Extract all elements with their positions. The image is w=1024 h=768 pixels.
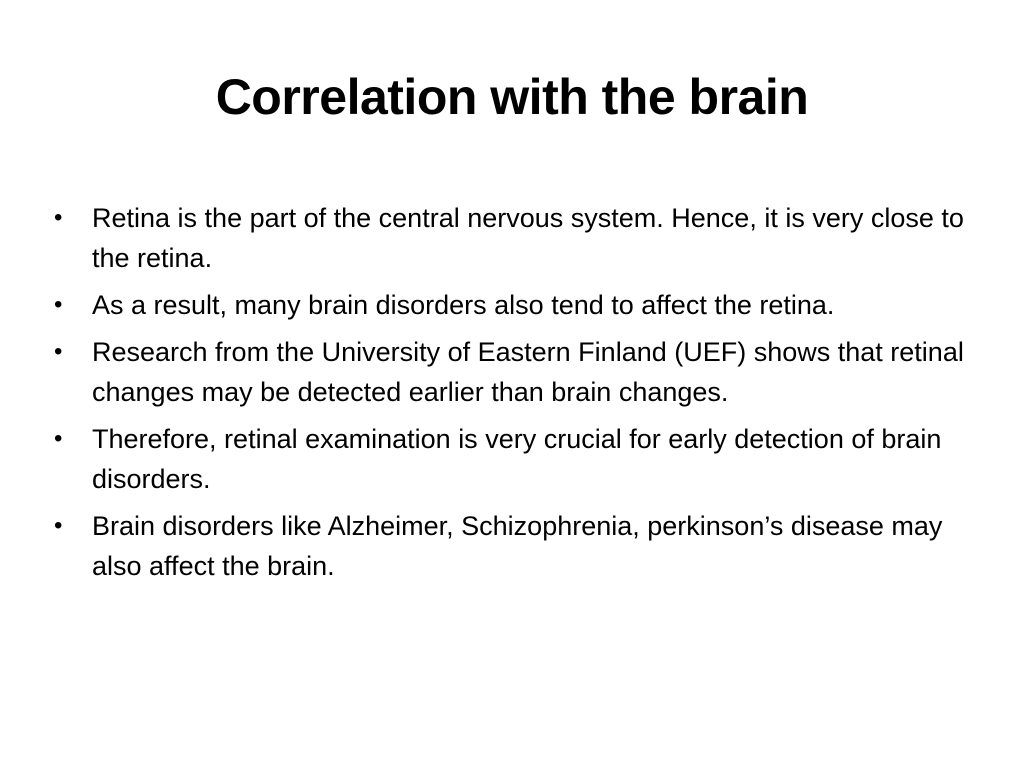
bullet-text: Research from the University of Eastern Finland (UEF) shows that retinal changes may be detected earlier than brain changes. [92,337,964,407]
bullet-item [52,506,972,586]
bullet-text: Brain disorders like Alzheimer, Schizophrenia, perkinson’s disease may also affect the brain. [92,511,943,581]
bullet-dot-icon: • [54,425,63,452]
bullet-item [52,419,972,499]
bullet-item [52,198,972,278]
bullet-dot-icon: • [54,512,63,539]
bullet-dot-icon: • [54,338,63,365]
slide-title: Correlation with the brain [215,69,809,125]
bullet-text: Retina is the part of the central nervous system. Hence, it is very close to the retina. [92,203,964,273]
bullet-dot-icon: • [54,291,63,318]
bullet-list [52,198,972,593]
bullet-text: Therefore, retinal examination is very crucial for early detection of brain disorders. [92,424,942,494]
bullet-text: As a result, many brain disorders also tend to affect the retina. [92,290,835,320]
bullet-dot-icon: • [54,204,63,231]
bullet-item [52,285,972,325]
bullet-item [52,332,972,412]
